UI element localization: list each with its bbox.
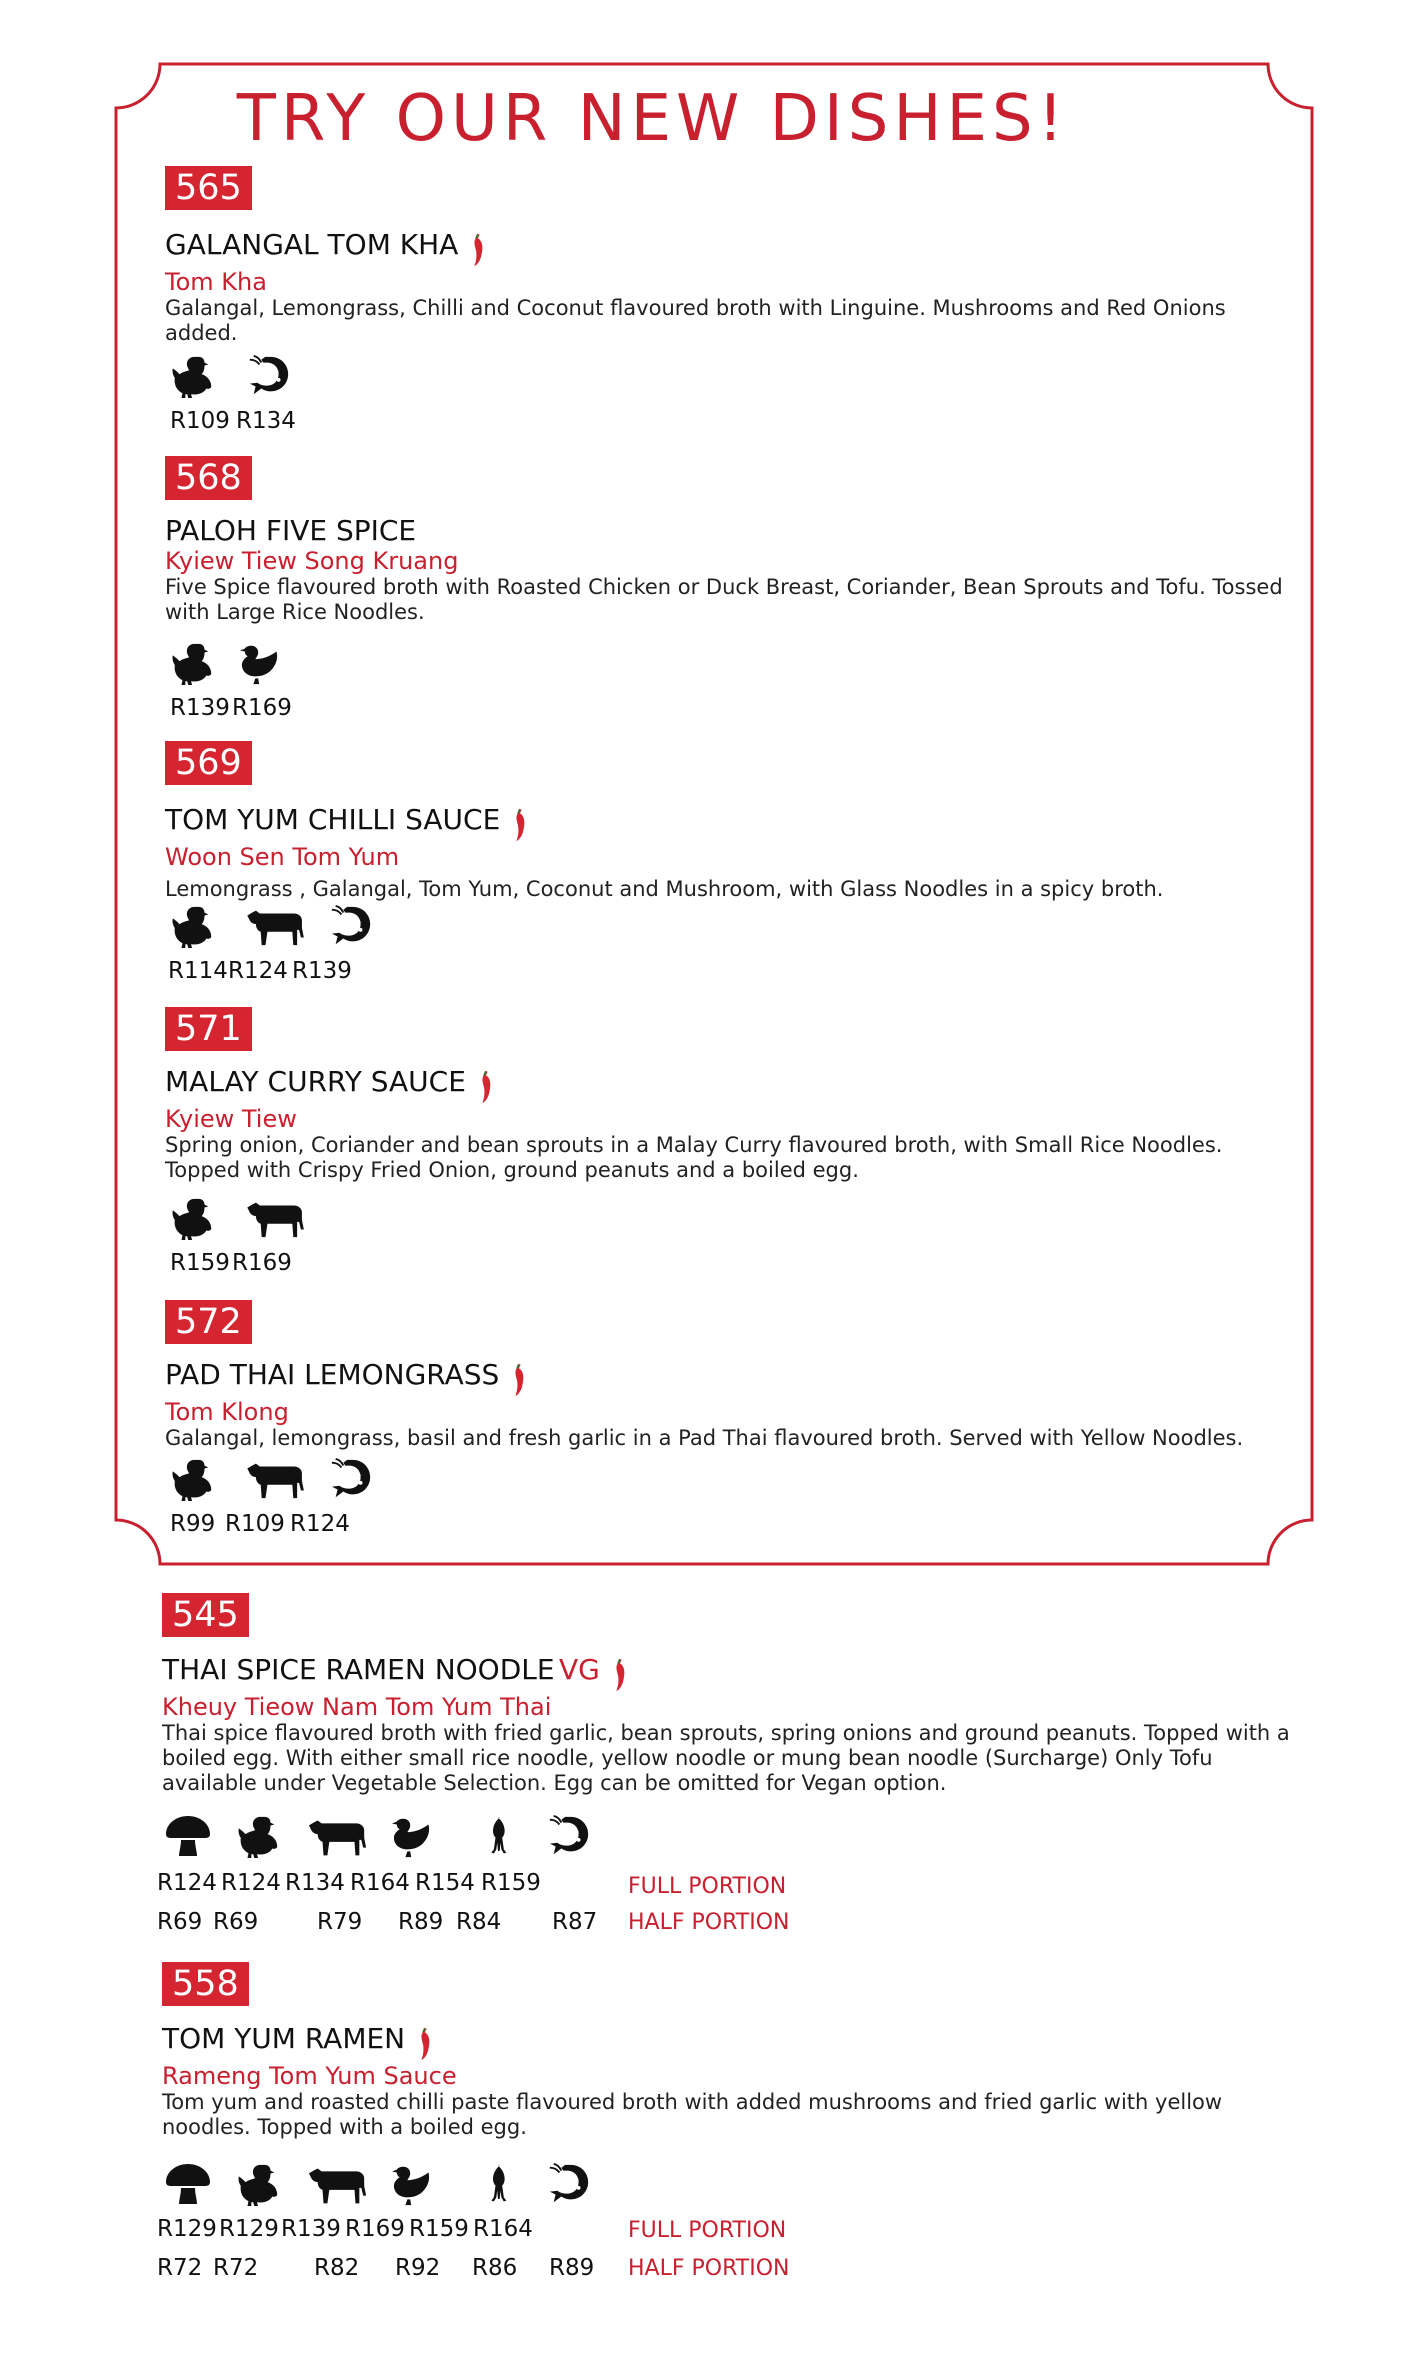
- price: R72: [213, 2255, 259, 2281]
- dish-number-badge: 568: [165, 456, 252, 500]
- dish-description: Galangal, Lemongrass, Chilli and Coconut flavoured broth with Linguine. Mushrooms and Red Onions added.: [165, 295, 1226, 345]
- dish-description: Spring onion, Coriander and bean sprouts in a Malay Curry flavoured broth, with Small Rice Noodles. Topped with Crispy Fried Onion, ground peanuts and a boiled egg.: [165, 1132, 1223, 1182]
- price: R169: [232, 1250, 292, 1276]
- dish-name: GALANGAL TOM KHA: [165, 228, 459, 261]
- chicken-icon: [170, 903, 216, 949]
- chicken-icon: [170, 353, 216, 399]
- dish-description: Lemongrass , Galangal, Tom Yum, Coconut and Mushroom, with Glass Noodles in a spicy broth.: [165, 876, 1164, 901]
- price: R124: [228, 958, 288, 984]
- price: R72: [157, 2255, 203, 2281]
- price: R69: [213, 1909, 259, 1935]
- chili-icon: [476, 1069, 494, 1105]
- duck-icon: [240, 640, 286, 686]
- half-portion-label: HALF PORTION: [628, 2256, 790, 2281]
- page-title: TRY OUR NEW DISHES!: [236, 82, 1069, 156]
- beef-icon: [246, 903, 308, 949]
- price: R124: [221, 1870, 281, 1896]
- price: R114: [168, 958, 228, 984]
- chili-icon: [468, 232, 486, 268]
- price: R139: [281, 2216, 341, 2242]
- price: R164: [473, 2216, 533, 2242]
- dish-name: MALAY CURRY SAUCE: [165, 1065, 466, 1098]
- price: R99: [170, 1511, 216, 1537]
- chicken-icon: [236, 2160, 282, 2208]
- dish-description: Thai spice flavoured broth with fried garlic, bean sprouts, spring onions and ground peanuts. Topped with a boiled egg. With either small rice noodle, yellow noodle or mung bean noodle (Surcharge) Only Tofu available under Vegetable Selection. Egg can be omitted for Vegan option.: [162, 1720, 1290, 1795]
- price: R129: [219, 2216, 279, 2242]
- price: R109: [225, 1511, 285, 1537]
- price: R79: [317, 1909, 363, 1935]
- squid-icon: [478, 1812, 518, 1860]
- price: R139: [170, 695, 230, 721]
- full-portion-label: FULL PORTION: [628, 2218, 787, 2243]
- price: R87: [552, 1909, 598, 1935]
- price: R169: [232, 695, 292, 721]
- dish-subtitle: Kheuy Tieow Nam Tom Yum Thai: [162, 1692, 552, 1721]
- mushroom-icon: [162, 2160, 214, 2208]
- chili-icon: [510, 807, 528, 843]
- chili-icon: [509, 1362, 527, 1398]
- beef-icon: [308, 2160, 370, 2208]
- duck-icon: [392, 2160, 438, 2208]
- dish-description: Galangal, lemongrass, basil and fresh garlic in a Pad Thai flavoured broth. Served with Yellow Noodles.: [165, 1425, 1244, 1450]
- beef-icon: [308, 1812, 370, 1860]
- price: R82: [314, 2255, 360, 2281]
- chicken-icon: [236, 1812, 282, 1860]
- price: R69: [157, 1909, 203, 1935]
- price: R129: [157, 2216, 217, 2242]
- dish-subtitle: Kyiew Tiew: [165, 1104, 297, 1133]
- dish-subtitle: Tom Kha: [165, 267, 267, 296]
- dish-number-badge: 558: [162, 1962, 249, 2006]
- dish-545: [162, 1593, 1302, 1796]
- dish-558: [162, 1962, 1302, 2140]
- chicken-icon: [170, 640, 216, 686]
- dish-565: [165, 166, 1285, 346]
- squid-icon: [478, 2160, 518, 2208]
- chicken-icon: [170, 1456, 216, 1502]
- dish-subtitle: Kyiew Tiew Song Kruang: [165, 547, 459, 575]
- price: R124: [157, 1870, 217, 1896]
- dish-number-badge: 569: [165, 741, 252, 785]
- price: R169: [345, 2216, 405, 2242]
- prawn-icon: [546, 1812, 592, 1860]
- price: R159: [409, 2216, 469, 2242]
- price: R89: [549, 2255, 595, 2281]
- full-portion-label: FULL PORTION: [628, 1874, 787, 1899]
- price: R134: [285, 1870, 345, 1896]
- half-portion-label: HALF PORTION: [628, 1910, 790, 1935]
- dish-name: TOM YUM CHILLI SAUCE: [165, 803, 501, 836]
- dish-number-badge: 572: [165, 1300, 252, 1344]
- prawn-icon: [546, 2160, 592, 2208]
- price: R139: [292, 958, 352, 984]
- prawn-icon: [328, 903, 374, 949]
- dish-568: [165, 456, 1285, 625]
- prawn-icon: [328, 1456, 374, 1502]
- dish-description: Tom yum and roasted chilli paste flavoured broth with added mushrooms and fried garlic with yellow noodles. Topped with a boiled egg.: [162, 2089, 1223, 2139]
- chicken-icon: [170, 1195, 216, 1241]
- price: R159: [170, 1250, 230, 1276]
- dish-572: [165, 1300, 1305, 1451]
- chili-icon: [415, 2026, 433, 2062]
- prawn-icon: [246, 353, 292, 399]
- dish-number-badge: 565: [165, 166, 252, 210]
- dish-subtitle: Woon Sen Tom Yum: [165, 842, 400, 871]
- dish-name: PAD THAI LEMONGRASS: [165, 1358, 500, 1391]
- price: R124: [290, 1511, 350, 1537]
- dish-569: [165, 741, 1285, 902]
- dish-number-badge: 545: [162, 1593, 249, 1637]
- mushroom-icon: [162, 1812, 214, 1860]
- beef-icon: [246, 1456, 308, 1502]
- price: R89: [398, 1909, 444, 1935]
- price: R92: [395, 2255, 441, 2281]
- beef-icon: [246, 1195, 308, 1241]
- dish-571: [165, 1007, 1285, 1183]
- chili-icon: [610, 1657, 628, 1693]
- price: R86: [472, 2255, 518, 2281]
- dish-subtitle: Rameng Tom Yum Sauce: [162, 2061, 457, 2090]
- vegetarian-tag: VG: [559, 1653, 600, 1686]
- dish-number-badge: 571: [165, 1007, 252, 1051]
- dish-subtitle: Tom Klong: [165, 1397, 289, 1426]
- dish-name: TOM YUM RAMEN: [162, 2022, 406, 2055]
- price: R159: [481, 1870, 541, 1896]
- dish-description: Five Spice flavoured broth with Roasted Chicken or Duck Breast, Coriander, Bean Sprouts and Tofu. Tossed with Large Rice Noodles.: [165, 575, 1283, 624]
- duck-icon: [392, 1812, 438, 1860]
- price: R154: [415, 1870, 475, 1896]
- dish-name: THAI SPICE RAMEN NOODLE: [162, 1653, 555, 1686]
- dish-name: PALOH FIVE SPICE: [165, 514, 417, 547]
- price: R164: [350, 1870, 410, 1896]
- price: R109: [170, 408, 230, 434]
- price: R84: [456, 1909, 502, 1935]
- price: R134: [236, 408, 296, 434]
